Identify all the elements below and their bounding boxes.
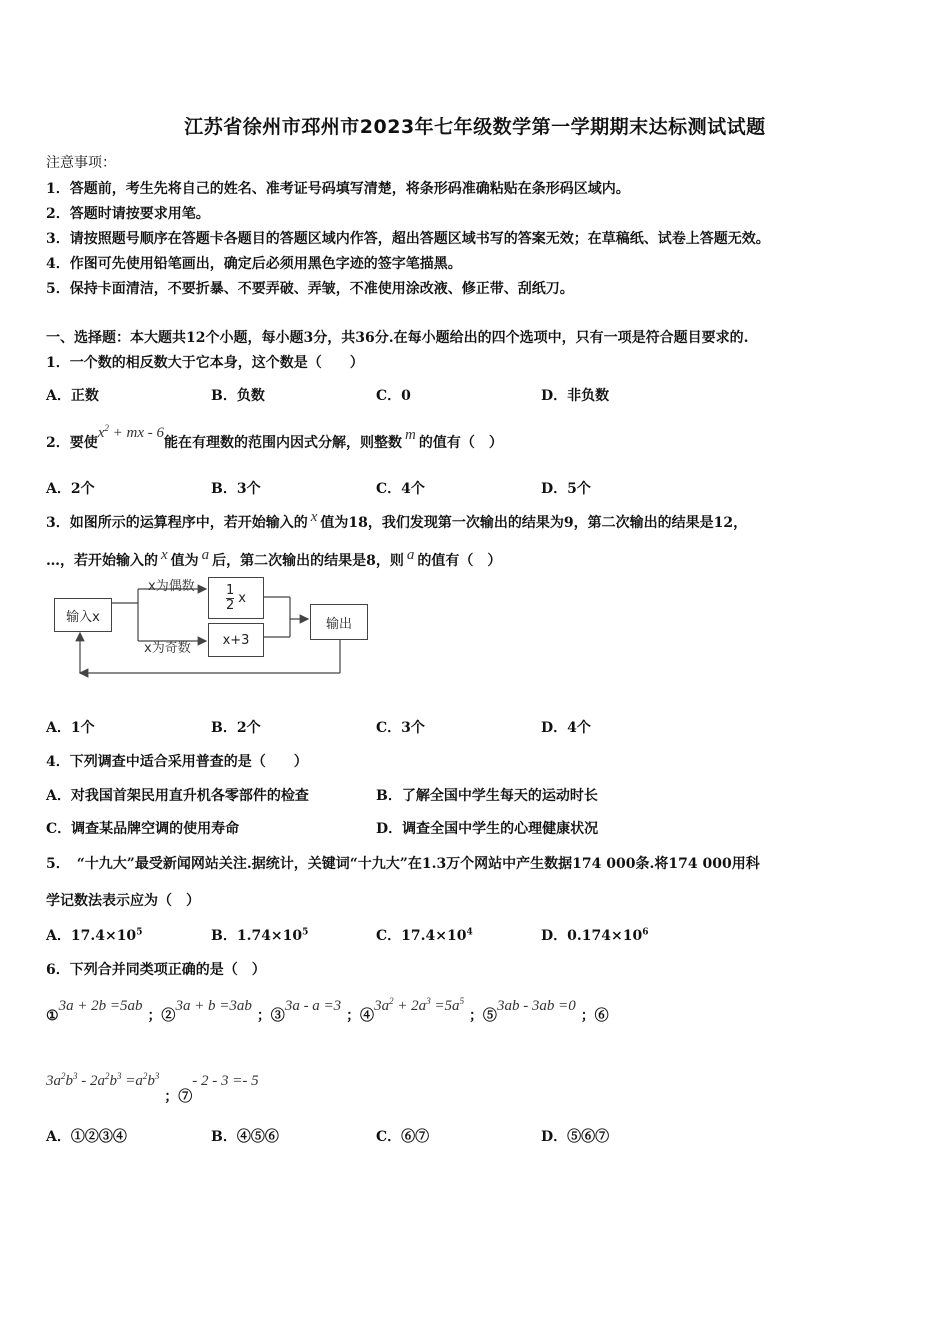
- q2-option-a: A．2个: [46, 481, 95, 497]
- q4-option-d: D．调查全国中学生的心理健康状况: [376, 821, 599, 837]
- q6-option-b: B．④⑤⑥: [211, 1129, 279, 1145]
- flow-output-box: 输出: [310, 604, 368, 640]
- q2-option-d: D．5个: [541, 481, 591, 497]
- half-var: x: [238, 590, 246, 606]
- flow-plus3-box: x+3: [208, 623, 264, 657]
- q6-option-d: D．⑤⑥⑦: [541, 1129, 610, 1145]
- flow-even-label: x为偶数: [148, 579, 195, 594]
- q6-option-a: A．①②③④: [46, 1129, 127, 1145]
- flowchart: [40, 575, 380, 690]
- question-6-items-line2: $3a^2b^3 - 2a^2b^3 =a^2b^3$ ；⑦- 2 - 3 =- 5: [46, 1071, 259, 1105]
- question-6-stem: 6．下列合并同类项正确的是（ ）: [46, 962, 266, 978]
- flow-input-box: 输入x: [54, 598, 112, 632]
- section-heading: 一、选择题：本大题共12个小题，每小题3分，共36分.在每小题给出的四个选项中，只有一项是符合题目要求的.: [46, 330, 749, 346]
- q2-option-b: B．3个: [211, 481, 261, 497]
- q1-option-d: D．非负数: [541, 388, 610, 404]
- page-title: 江苏省徐州市邳州市2023年七年级数学第一学期期末达标测试试题: [184, 116, 766, 138]
- q5-option-c: C．$17.4\times 10^4$: [376, 927, 473, 944]
- question-1-stem: 1．一个数的相反数大于它本身，这个数是（ ）: [46, 355, 364, 371]
- question-3-line1: 3．如图所示的运算程序中，若开始输入的 x 值为18，我们发现第一次输出的结果为9，第二次输出的结果是12，: [46, 509, 748, 531]
- q1-option-b: B．负数: [211, 388, 265, 404]
- q5-option-a: A．$17.4\times 10^5$: [46, 927, 143, 944]
- notice-item: 3．请按照题号顺序在答题卡各题目的答题区域内作答，超出答题区域书写的答案无效；在草稿纸、试卷上答题无效。: [46, 231, 770, 247]
- question-5-line1: 5． “十九大”最受新闻网站关注.据统计，关键词“十九大”在1.3万个网站中产生数据174 000条.将174 000用科: [46, 856, 760, 872]
- question-6-items: ①3a + 2b =5ab ；②3a + b =3ab ；③3a - a =3 ；$④3a^2 + 2a^3 =5a^5$ ；⑤3ab - 3ab =0 ；⑥: [46, 996, 609, 1024]
- q5-option-d: D．$0.174\times 10^6$: [541, 927, 649, 944]
- fraction-numerator: 1: [226, 582, 235, 598]
- notice-item: 2．答题时请按要求用笔。: [46, 206, 210, 222]
- q3-option-d: D．4个: [541, 720, 591, 736]
- question-5-line2: 学记数法表示应为（ ）: [46, 893, 200, 909]
- q4-option-c: C．调查某品牌空调的使用寿命: [46, 821, 240, 837]
- question-2-stem: 2．要使$x^2$ + mx - 6能在有理数的范围内因式分解，则整数 m 的值有（ ）: [46, 423, 503, 451]
- q4-option-b: B．了解全国中学生每天的运动时长: [376, 788, 598, 804]
- fraction-denominator: 2: [226, 597, 235, 613]
- question-3-line2: …，若开始输入的 x 值为 a 后，第二次输出的结果是8，则 a 的值有（ ）: [46, 547, 502, 569]
- q4-option-a: A．对我国首架民用直升机各零部件的检查: [46, 788, 309, 804]
- flow-odd-label: x为奇数: [144, 641, 191, 656]
- q3-option-b: B．2个: [211, 720, 261, 736]
- q6-option-c: C．⑥⑦: [376, 1129, 430, 1145]
- notice-item: 5．保持卡面清洁，不要折暴、不要弄破、弄皱，不准使用涂改液、修正带、刮纸刀。: [46, 281, 574, 297]
- flow-half-box: [208, 577, 264, 619]
- q3-option-a: A．1个: [46, 720, 95, 736]
- notice-heading: 注意事项：: [46, 155, 116, 171]
- q5-option-b: B．$1.74\times 10^5$: [211, 927, 309, 944]
- question-4-stem: 4．下列调查中适合采用普查的是（ ）: [46, 754, 308, 770]
- notice-item: 1．答题前，考生先将自己的姓名、准考证号码填写清楚，将条形码准确粘贴在条形码区域内。: [46, 181, 630, 197]
- q1-option-a: A．正数: [46, 388, 99, 404]
- notice-item: 4．作图可先使用铅笔画出，确定后必须用黑色字迹的签字笔描黑。: [46, 256, 462, 272]
- q1-option-c: C．0: [376, 388, 411, 404]
- q2-option-c: C．4个: [376, 481, 425, 497]
- q3-option-c: C．3个: [376, 720, 425, 736]
